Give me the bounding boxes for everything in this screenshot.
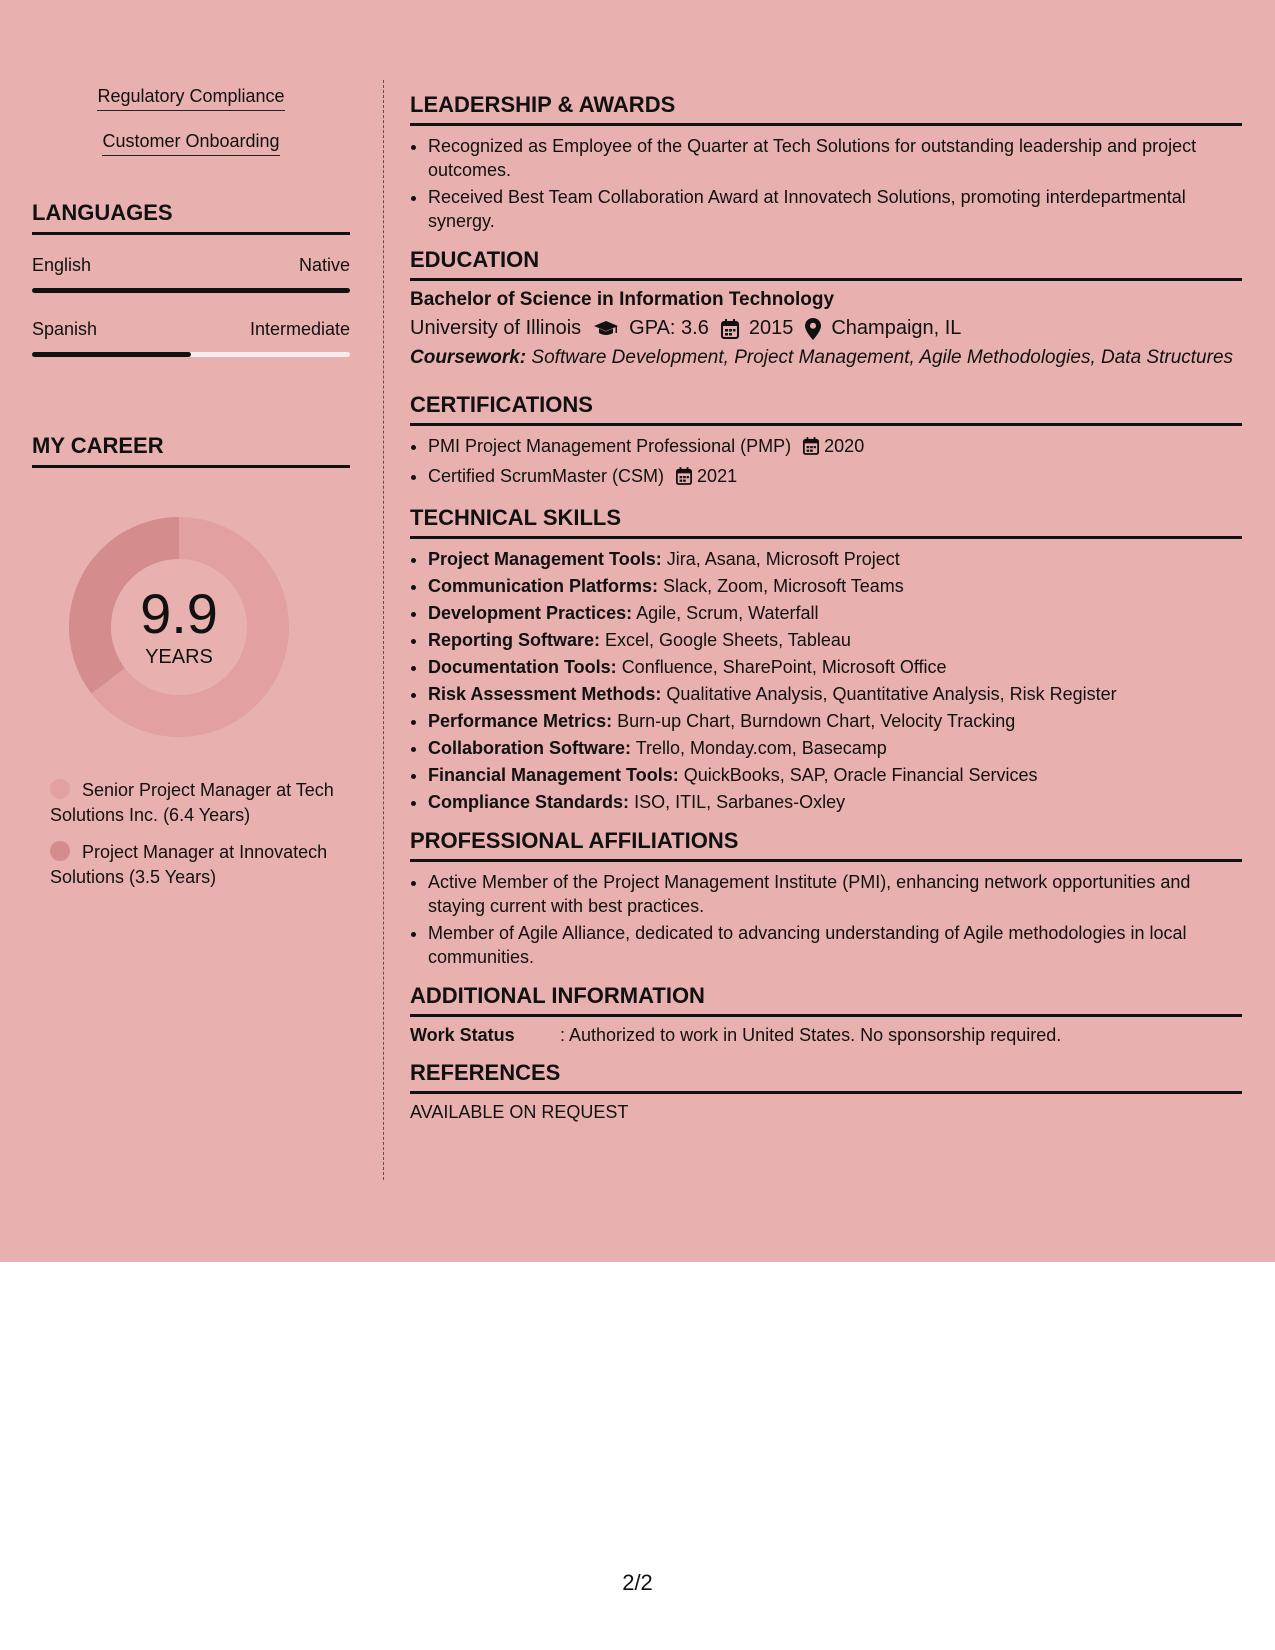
career-role [50, 778, 350, 828]
certification-year: 2020 [824, 436, 865, 456]
language-level: Intermediate [249, 319, 350, 339]
career-role-label: Senior Project Manager at Tech Solutions Inc. (6.4 Years) [50, 780, 334, 825]
skill-value: ISO, ITIL, Sarbanes-Oxley [634, 792, 846, 812]
gpa: GPA: 3.6 [629, 317, 709, 339]
skill-item [428, 628, 1242, 652]
column-divider [383, 80, 384, 1180]
skill-value: Qualitative Analysis, Quantitative Analysis, Risk Register [666, 684, 1117, 704]
certification-item [428, 464, 1242, 491]
certifications-section [410, 392, 1242, 491]
skill-label: Financial Management Tools: [428, 765, 679, 785]
skill-value: Agile, Scrum, Waterfall [636, 603, 819, 623]
career-role [50, 840, 350, 890]
list-item: • Received Best Team Collaboration Award at Innovatech Solutions, promoting interdepartmental synergy. [428, 185, 1242, 233]
skill-value: Confluence, SharePoint, Microsoft Office [621, 657, 947, 677]
legend-dot [50, 779, 70, 799]
skill-value: QuickBooks, SAP, Oracle Financial Services [683, 765, 1038, 785]
skill-tags [32, 86, 350, 176]
language-bar [32, 288, 350, 293]
language-bar [32, 352, 350, 357]
skill-value: Burn-up Chart, Burndown Chart, Velocity Tracking [617, 711, 1016, 731]
skill-label: Development Practices: [428, 603, 633, 623]
certification-name: PMI Project Management Professional (PMP) [428, 436, 792, 456]
language-level: Native [298, 255, 350, 275]
skill-item [428, 655, 1242, 679]
legend-dot [50, 841, 70, 861]
work-status-label: Work Status [410, 1025, 515, 1045]
skill-label: Communication Platforms: [428, 576, 659, 596]
calendar-icon [721, 319, 739, 339]
school-name: University of Illinois [410, 317, 582, 339]
language-item [32, 319, 350, 357]
skills-list [410, 547, 1242, 814]
list-item: • Member of Agile Alliance, dedicated to advancing understanding of Agile methodologies in local communities. [428, 921, 1242, 969]
affiliations-heading: PROFESSIONAL AFFILIATIONS [410, 828, 1242, 862]
list-item: • Active Member of the Project Management Institute (PMI), enhancing network opportunities and staying current with best practices. [428, 870, 1242, 918]
additional-heading: ADDITIONAL INFORMATION [410, 983, 1242, 1017]
affiliations-section [410, 828, 1242, 969]
graduation-cap-icon [593, 320, 619, 338]
coursework-list: Software Development, Project Management, Agile Methodologies, Data Structures [531, 347, 1234, 368]
career-heading: MY CAREER [32, 433, 350, 468]
additional-section [410, 983, 1242, 1046]
language-name: English [32, 255, 92, 275]
work-status [410, 1025, 1242, 1046]
skill-value: Excel, Google Sheets, Tableau [605, 630, 851, 650]
leadership-section [410, 92, 1242, 233]
career-unit: YEARS [145, 645, 213, 668]
skill-tag: Regulatory Compliance [97, 86, 284, 111]
page-number: 2/2 [622, 1570, 653, 1595]
skill-label: Project Management Tools: [428, 549, 662, 569]
certification-item [428, 434, 1242, 461]
references-section [410, 1060, 1242, 1123]
references-heading: REFERENCES [410, 1060, 1242, 1094]
languages-heading: LANGUAGES [32, 200, 350, 235]
skill-item [428, 601, 1242, 625]
calendar-icon [676, 467, 692, 491]
education-details [410, 317, 1242, 340]
skill-value: Jira, Asana, Microsoft Project [666, 549, 900, 569]
skills-heading: TECHNICAL SKILLS [410, 505, 1242, 539]
skill-item [428, 709, 1242, 733]
career-role-label: Project Manager at Innovatech Solutions (3.5 Years) [50, 842, 328, 887]
location-pin-icon [805, 318, 821, 340]
career-total: 9.9 [140, 581, 218, 645]
skill-item [428, 547, 1242, 571]
left-column [32, 86, 350, 902]
skill-item [428, 574, 1242, 598]
certification-year: 2021 [697, 466, 738, 486]
language-item [32, 255, 350, 293]
skill-tag: Customer Onboarding [102, 131, 279, 156]
skill-item [428, 736, 1242, 760]
skills-section [410, 505, 1242, 814]
leadership-heading: LEADERSHIP & AWARDS [410, 92, 1242, 126]
right-column [410, 92, 1242, 1137]
skill-item [428, 763, 1242, 787]
skill-item [428, 682, 1242, 706]
graduation-year: 2015 [748, 317, 794, 339]
skill-label: Reporting Software: [428, 630, 601, 650]
skill-label: Collaboration Software: [428, 738, 632, 758]
list-item: • Recognized as Employee of the Quarter at Tech Solutions for outstanding leadership and project outcomes. [428, 134, 1242, 182]
work-status-value: : Authorized to work in United States. No sponsorship required. [560, 1025, 1062, 1045]
skill-label: Performance Metrics: [428, 711, 613, 731]
degree-title: Bachelor of Science in Information Technology [410, 289, 835, 310]
career-donut [64, 512, 294, 742]
skill-label: Documentation Tools: [428, 657, 617, 677]
calendar-icon [803, 437, 819, 461]
certification-name: Certified ScrumMaster (CSM) [428, 466, 665, 486]
skill-label: Risk Assessment Methods: [428, 684, 662, 704]
skill-label: Compliance Standards: [428, 792, 630, 812]
school-location: Champaign, IL [831, 317, 962, 339]
skill-value: Trello, Monday.com, Basecamp [635, 738, 887, 758]
skill-item [428, 790, 1242, 814]
education-heading: EDUCATION [410, 247, 1242, 281]
coursework-label: Coursework: [410, 347, 527, 368]
certifications-heading: CERTIFICATIONS [410, 392, 1242, 426]
language-name: Spanish [32, 319, 98, 339]
references-text: AVAILABLE ON REQUEST [410, 1102, 629, 1122]
career-legend [32, 778, 350, 890]
skill-value: Slack, Zoom, Microsoft Teams [663, 576, 904, 596]
education-section [410, 247, 1242, 370]
language-bar-fill [32, 352, 191, 357]
language-bar-fill [32, 288, 350, 293]
coursework [410, 346, 1242, 370]
